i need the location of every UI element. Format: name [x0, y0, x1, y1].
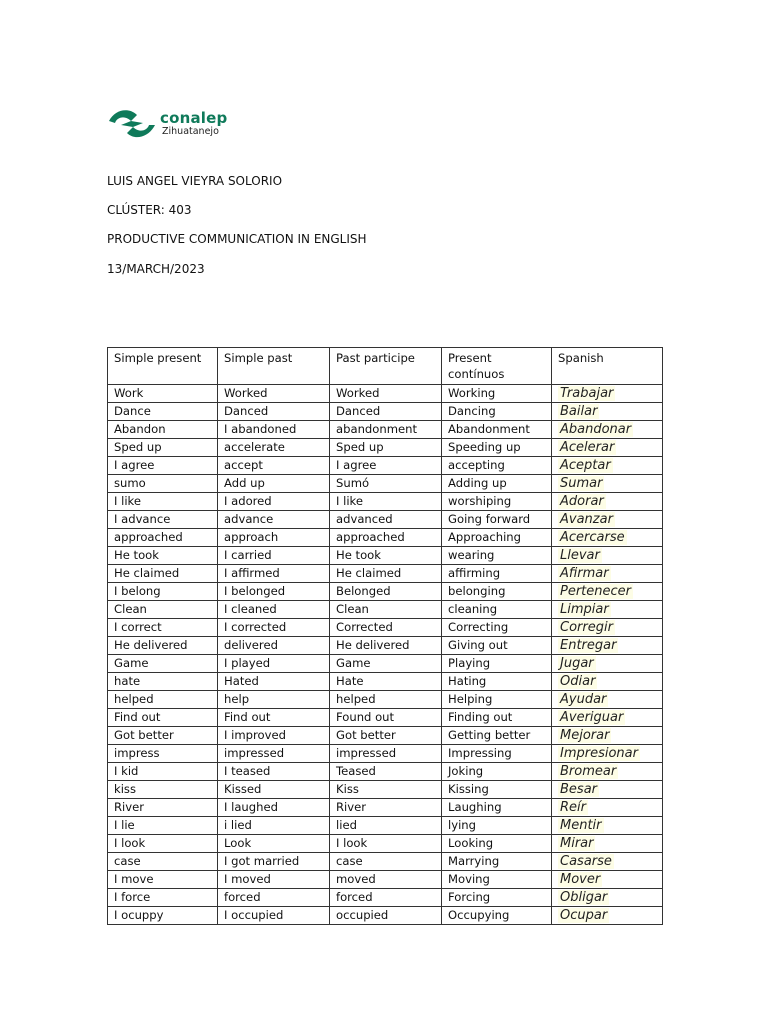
table-row	[108, 493, 663, 511]
cell-present-continuous: Impressing	[442, 745, 552, 763]
cell-simple-present: impress	[108, 745, 218, 763]
cell-simple-past: I adored	[218, 493, 330, 511]
cell-present-continuous: accepting	[442, 457, 552, 475]
cell-past-participle: Clean	[330, 601, 442, 619]
cell-present-continuous: belonging	[442, 583, 552, 601]
cell-simple-past: advance	[218, 511, 330, 529]
cell-past-participle: I agree	[330, 457, 442, 475]
cell-present-continuous: Dancing	[442, 403, 552, 421]
cell-simple-present: case	[108, 853, 218, 871]
table-row	[108, 637, 663, 655]
table-row	[108, 655, 663, 673]
cell-simple-past: impressed	[218, 745, 330, 763]
cell-simple-past: I corrected	[218, 619, 330, 637]
cell-present-continuous: Helping	[442, 691, 552, 709]
spanish-translation: Odiar	[560, 674, 596, 689]
table-header-row	[108, 348, 663, 385]
header-spanish: Spanish	[552, 348, 663, 385]
cell-simple-present: I like	[108, 493, 218, 511]
cell-simple-present: I ocuppy	[108, 907, 218, 925]
table-row	[108, 475, 663, 493]
cell-present-continuous: Finding out	[442, 709, 552, 727]
conalep-logo-icon	[107, 107, 157, 141]
cell-present-continuous: cleaning	[442, 601, 552, 619]
cell-simple-present: Sped up	[108, 439, 218, 457]
cell-past-participle: Hate	[330, 673, 442, 691]
table-row	[108, 709, 663, 727]
cell-simple-past: approach	[218, 529, 330, 547]
cell-simple-past: I occupied	[218, 907, 330, 925]
table-row	[108, 745, 663, 763]
cell-present-continuous: affirming	[442, 565, 552, 583]
cell-simple-past: I teased	[218, 763, 330, 781]
cell-past-participle: Kiss	[330, 781, 442, 799]
spanish-translation: Trabajar	[560, 386, 614, 401]
spanish-translation: Besar	[560, 782, 598, 797]
cell-present-continuous: Looking	[442, 835, 552, 853]
cell-spanish	[552, 439, 663, 457]
cell-simple-present: He delivered	[108, 637, 218, 655]
table-row	[108, 781, 663, 799]
table-row	[108, 385, 663, 403]
cell-simple-present: I correct	[108, 619, 218, 637]
cell-past-participle: approached	[330, 529, 442, 547]
cell-spanish	[552, 673, 663, 691]
date: 13/MARCH/2023	[107, 262, 205, 276]
cell-past-participle: He delivered	[330, 637, 442, 655]
header-past-participle: Past participe	[330, 348, 442, 385]
logo-subtitle: Zihuatanejo	[162, 126, 219, 137]
cell-simple-present: sumo	[108, 475, 218, 493]
cell-present-continuous: Working	[442, 385, 552, 403]
logo-brand: conalep	[160, 109, 228, 127]
spanish-translation: Mover	[560, 872, 601, 887]
cell-past-participle: Belonged	[330, 583, 442, 601]
table-row	[108, 907, 663, 925]
cell-past-participle: Sped up	[330, 439, 442, 457]
spanish-translation: Abandonar	[560, 422, 632, 437]
cell-simple-past: I affirmed	[218, 565, 330, 583]
spanish-translation: Casarse	[560, 854, 612, 869]
cell-spanish	[552, 475, 663, 493]
table-row	[108, 835, 663, 853]
cell-simple-past: Find out	[218, 709, 330, 727]
cell-simple-present: River	[108, 799, 218, 817]
cell-simple-past: i lied	[218, 817, 330, 835]
cell-simple-past: I got married	[218, 853, 330, 871]
table-row	[108, 547, 663, 565]
cell-simple-past: Hated	[218, 673, 330, 691]
cell-spanish	[552, 601, 663, 619]
table-row	[108, 871, 663, 889]
cell-simple-present: Work	[108, 385, 218, 403]
table-row	[108, 529, 663, 547]
spanish-translation: Sumar	[560, 476, 603, 491]
table-row	[108, 421, 663, 439]
cell-spanish	[552, 385, 663, 403]
table-row	[108, 763, 663, 781]
cell-simple-present: approached	[108, 529, 218, 547]
cell-past-participle: Danced	[330, 403, 442, 421]
cell-present-continuous: Marrying	[442, 853, 552, 871]
cell-simple-past: I carried	[218, 547, 330, 565]
table-row	[108, 853, 663, 871]
cell-simple-present: hate	[108, 673, 218, 691]
cell-simple-past: help	[218, 691, 330, 709]
cell-present-continuous: Kissing	[442, 781, 552, 799]
spanish-translation: Ayudar	[560, 692, 607, 707]
cell-simple-past: Worked	[218, 385, 330, 403]
spanish-translation: Reír	[560, 800, 586, 815]
cell-spanish	[552, 565, 663, 583]
cell-past-participle: advanced	[330, 511, 442, 529]
cell-spanish	[552, 727, 663, 745]
cell-present-continuous: Speeding up	[442, 439, 552, 457]
cell-present-continuous: lying	[442, 817, 552, 835]
cell-simple-past: Danced	[218, 403, 330, 421]
cell-spanish	[552, 511, 663, 529]
cell-simple-present: Got better	[108, 727, 218, 745]
cell-simple-present: helped	[108, 691, 218, 709]
table-row	[108, 601, 663, 619]
spanish-translation: Mejorar	[560, 728, 610, 743]
spanish-translation: Jugar	[560, 656, 594, 671]
cell-simple-present: He claimed	[108, 565, 218, 583]
spanish-translation: Adorar	[560, 494, 604, 509]
table-row	[108, 403, 663, 421]
cell-simple-past: I moved	[218, 871, 330, 889]
spanish-translation: Mentir	[560, 818, 602, 833]
cell-present-continuous: Correcting	[442, 619, 552, 637]
cell-present-continuous: Approaching	[442, 529, 552, 547]
cell-simple-present: I kid	[108, 763, 218, 781]
verbs-table	[107, 347, 663, 925]
cell-spanish	[552, 907, 663, 925]
cell-spanish	[552, 421, 663, 439]
cell-spanish	[552, 457, 663, 475]
cell-past-participle: helped	[330, 691, 442, 709]
cell-simple-present: I force	[108, 889, 218, 907]
cell-simple-present: I agree	[108, 457, 218, 475]
spanish-translation: Entregar	[560, 638, 617, 653]
spanish-translation: Afirmar	[560, 566, 609, 581]
table-row	[108, 817, 663, 835]
spanish-translation: Ocupar	[560, 908, 608, 923]
header-simple-past: Simple past	[218, 348, 330, 385]
table-row	[108, 457, 663, 475]
cell-past-participle: Teased	[330, 763, 442, 781]
cell-present-continuous: Joking	[442, 763, 552, 781]
cell-simple-past: Look	[218, 835, 330, 853]
cell-simple-past: Add up	[218, 475, 330, 493]
table-row	[108, 511, 663, 529]
spanish-translation: Acercarse	[560, 530, 625, 545]
table-body	[108, 385, 663, 925]
cell-present-continuous: Adding up	[442, 475, 552, 493]
header-simple-present: Simple present	[108, 348, 218, 385]
header-present-continuous: Present contínuos	[442, 348, 552, 385]
table-row	[108, 889, 663, 907]
spanish-translation: Corregir	[560, 620, 613, 635]
cell-spanish	[552, 583, 663, 601]
cell-past-participle: moved	[330, 871, 442, 889]
cell-simple-present: I move	[108, 871, 218, 889]
cell-simple-past: accelerate	[218, 439, 330, 457]
spanish-translation: Mirar	[560, 836, 594, 851]
cell-past-participle: forced	[330, 889, 442, 907]
cell-spanish	[552, 853, 663, 871]
cell-spanish	[552, 619, 663, 637]
cell-spanish	[552, 781, 663, 799]
spanish-translation: Limpiar	[560, 602, 609, 617]
cell-spanish	[552, 403, 663, 421]
cell-present-continuous: Abandonment	[442, 421, 552, 439]
cell-spanish	[552, 547, 663, 565]
spanish-translation: Pertenecer	[560, 584, 632, 599]
spanish-translation: Obligar	[560, 890, 608, 905]
cell-past-participle: impressed	[330, 745, 442, 763]
cell-simple-present: Abandon	[108, 421, 218, 439]
spanish-translation: Acelerar	[560, 440, 615, 455]
student-name: LUIS ANGEL VIEYRA SOLORIO	[107, 174, 283, 188]
cell-simple-present: Find out	[108, 709, 218, 727]
cell-simple-present: Clean	[108, 601, 218, 619]
cell-past-participle: Sumó	[330, 475, 442, 493]
spanish-translation: Bailar	[560, 404, 598, 419]
cell-present-continuous: worshiping	[442, 493, 552, 511]
cell-simple-present: Dance	[108, 403, 218, 421]
cell-simple-present: Game	[108, 655, 218, 673]
cell-spanish	[552, 745, 663, 763]
cell-past-participle: occupied	[330, 907, 442, 925]
cell-spanish	[552, 871, 663, 889]
cell-past-participle: He took	[330, 547, 442, 565]
cell-past-participle: lied	[330, 817, 442, 835]
cell-simple-present: I belong	[108, 583, 218, 601]
cell-simple-past: I cleaned	[218, 601, 330, 619]
spanish-translation: Llevar	[560, 548, 600, 563]
cell-present-continuous: Playing	[442, 655, 552, 673]
cell-present-continuous: Moving	[442, 871, 552, 889]
table-row	[108, 673, 663, 691]
cell-present-continuous: Occupying	[442, 907, 552, 925]
cell-past-participle: abandonment	[330, 421, 442, 439]
cell-simple-present: I look	[108, 835, 218, 853]
cell-spanish	[552, 799, 663, 817]
cell-simple-past: forced	[218, 889, 330, 907]
cell-past-participle: River	[330, 799, 442, 817]
cell-spanish	[552, 637, 663, 655]
spanish-translation: Bromear	[560, 764, 617, 779]
cell-simple-present: He took	[108, 547, 218, 565]
cell-simple-past: accept	[218, 457, 330, 475]
cell-spanish	[552, 709, 663, 727]
cell-simple-present: kiss	[108, 781, 218, 799]
cell-past-participle: Worked	[330, 385, 442, 403]
cell-past-participle: Corrected	[330, 619, 442, 637]
cell-present-continuous: Giving out	[442, 637, 552, 655]
cell-present-continuous: Laughing	[442, 799, 552, 817]
cell-past-participle: Got better	[330, 727, 442, 745]
cell-present-continuous: wearing	[442, 547, 552, 565]
cell-simple-past: I belonged	[218, 583, 330, 601]
table-row	[108, 583, 663, 601]
table-row	[108, 619, 663, 637]
cell-present-continuous: Hating	[442, 673, 552, 691]
cell-simple-present: I advance	[108, 511, 218, 529]
cell-past-participle: I like	[330, 493, 442, 511]
table-row	[108, 691, 663, 709]
cell-spanish	[552, 493, 663, 511]
cell-simple-past: I laughed	[218, 799, 330, 817]
cell-present-continuous: Getting better	[442, 727, 552, 745]
cell-present-continuous: Forcing	[442, 889, 552, 907]
cell-spanish	[552, 655, 663, 673]
cell-spanish	[552, 835, 663, 853]
cell-spanish	[552, 763, 663, 781]
table-row	[108, 799, 663, 817]
table-row	[108, 439, 663, 457]
table-row	[108, 727, 663, 745]
table-row	[108, 565, 663, 583]
conalep-logo	[107, 107, 237, 143]
cell-simple-past: I played	[218, 655, 330, 673]
cell-simple-past: delivered	[218, 637, 330, 655]
cell-simple-present: I lie	[108, 817, 218, 835]
cell-spanish	[552, 889, 663, 907]
cell-present-continuous: Going forward	[442, 511, 552, 529]
cell-simple-past: Kissed	[218, 781, 330, 799]
cell-spanish	[552, 529, 663, 547]
spanish-translation: Averiguar	[560, 710, 624, 725]
cell-spanish	[552, 691, 663, 709]
spanish-translation: Aceptar	[560, 458, 611, 473]
spanish-translation: Impresionar	[560, 746, 638, 761]
spanish-translation: Avanzar	[560, 512, 613, 527]
cell-spanish	[552, 817, 663, 835]
cell-past-participle: case	[330, 853, 442, 871]
cell-past-participle: Found out	[330, 709, 442, 727]
cell-past-participle: I look	[330, 835, 442, 853]
cell-past-participle: Game	[330, 655, 442, 673]
course-title: PRODUCTIVE COMMUNICATION IN ENGLISH	[107, 232, 367, 246]
cell-simple-past: I improved	[218, 727, 330, 745]
cell-simple-past: I abandoned	[218, 421, 330, 439]
cell-past-participle: He claimed	[330, 565, 442, 583]
cluster: CLÚSTER: 403	[107, 203, 192, 217]
